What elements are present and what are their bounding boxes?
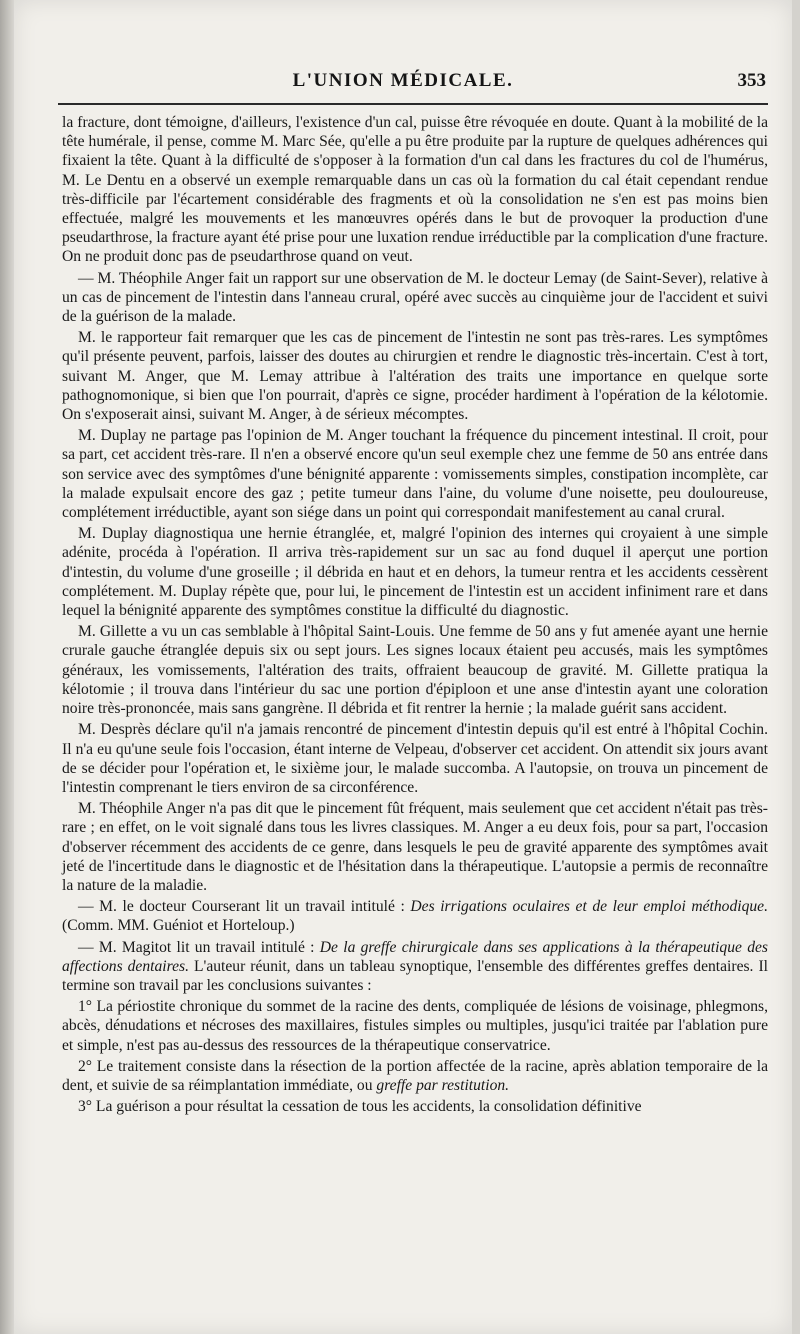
paragraph: M. Desprès déclare qu'il n'a jamais rencontré de pincement d'intestin depuis qu'il est entré à l'hôpital Cochin. Il n'a eu qu'une seule fois l'occasion, étant interne de Velpeau, d'observer cet accident. On attendit six jours avant de se décider pour l'opération et, le sixième jour, le malade succomba. A l'autopsie, on trouva un pincement de l'intestin comprenant le tiers environ de sa circonférence.	[62, 721, 768, 796]
scan-binding-edge	[0, 0, 14, 1334]
conclusion-1: 1° La périostite chronique du sommet de la racine des dents, compliquée de lésions de voisinage, phlegmons, abcès, dénudations et nécroses des maxillaires, fistules simples ou multiples, jusqu'ici traitée par l'ablation pure et simple, n'est pas au-dessus des ressources de la thérapeutique conservatrice.	[62, 998, 768, 1054]
courserant-lead: — M. le docteur Courserant lit un travail intitulé :	[78, 898, 411, 916]
magitot-title: De la greffe chirurgicale dans ses applications à la thérapeutique des affections dentaires.	[62, 938, 768, 975]
courserant-tail: (Comm. MM. Guéniot et Horteloup.)	[62, 917, 295, 935]
page-header	[14, 70, 792, 100]
paragraph: M. Duplay ne partage pas l'opinion de M. Anger touchant la fréquence du pincement intestinal. Il croit, pour sa part, cet accident très-rare. Il n'en a observé encore qu'un seul exemple chez une femme de 50 ans entrée dans son service avec des symptômes d'une bénignité apparente : vomissements simples, constipation incomplète, car la malade expulsait encore des gaz ; petite tumeur dans l'aine, du volume d'une noisette, peu douloureuse, complétement irréductible, ayant son siége dans un point qui correspondait manifestement au canal crural.	[62, 427, 768, 522]
running-title: L'UNION MÉDICALE.	[292, 70, 514, 91]
conclusion-2-emphasis: greffe par restitution.	[376, 1076, 510, 1094]
courserant-paragraph	[62, 897, 768, 935]
conclusion-2-text: 2° Le traitement consiste dans la résection de la portion affectée de la racine, après ablation temporaire de la dent, et suivie de sa réimplantation immédiate, ou	[62, 1057, 768, 1094]
conclusion-2	[62, 1057, 768, 1095]
header-rule	[58, 103, 768, 105]
paragraph: la fracture, dont témoigne, d'ailleurs, l'existence d'un cal, puisse être révoquée en doute. Quant à la mobilité de la tête humérale, il pense, comme M. Marc Sée, qu'elle a pu être produite par la rupture de quelques adhérences qui fixaient la tête. Quant à la difficulté de s'opposer à la formation d'un cal dans les fractures du col de l'humérus, M. Le Dentu en a observé un exemple remarquable dans un cas où la formation du cal était cependant rendue très-difficile par l'écartement considérable des fragments et où la consolidation ne s'en est pas moins bien effectuée, malgré les mouvements et les manœuvres opérés dans le but de provoquer la production d'une pseudarthrose, la fracture ayant été prise pour une luxation rendue irréductible par la complication d'une fracture. On ne produit donc pas de pseudarthrose quand on veut.	[62, 114, 768, 266]
magitot-lead: — M. Magitot lit un travail intitulé :	[78, 938, 320, 956]
magitot-paragraph	[62, 938, 768, 996]
conclusion-3: 3° La guérison a pour résultat la cessation de tous les accidents, la consolidation définitive	[78, 1098, 642, 1116]
paragraph: M. le rapporteur fait remarquer que les cas de pincement de l'intestin ne sont pas très-rares. Les symptômes qu'il présente peuvent, parfois, laisser des doutes au chirurgien et rendre le diagnostic très-incertain. C'est à tort, suivant M. Anger, que M. Lemay attribue à l'altération des traits une importance en quelque sorte pathognomonique, si bien que l'on pourrait, d'après ce signe, procéder hardiment à l'opération de la kélotomie. On s'exposerait ainsi, suivant M. Anger, à de sérieux mécomptes.	[62, 329, 768, 424]
magitot-tail: L'auteur réunit, dans un tableau synoptique, l'ensemble des différentes greffes dentaires. Il termine son travail par les conclusions suivantes :	[62, 957, 768, 994]
paragraph: M. Théophile Anger n'a pas dit que le pincement fût fréquent, mais seulement que cet accident n'était pas très-rare ; en effet, on le voit signalé dans tous les livres classiques. M. Anger a eu deux fois, pour sa part, l'occasion d'observer récemment des accidents de ce genre, dans lesquels le peu de gravité apparente des symptômes avait jeté de l'incertitude dans le diagnostic et de l'hésitation dans la thérapeutique. L'autopsie a permis de reconnaître la nature de la maladie.	[62, 800, 768, 894]
paragraph: — M. Théophile Anger fait un rapport sur une observation de M. le docteur Lemay (de Saint-Sever), relative à un cas de pincement de l'intestin dans l'anneau crural, opéré avec succès au cinquième jour de l'accident et suivi de la guérison de la malade.	[62, 269, 768, 326]
body-text	[62, 113, 768, 1118]
courserant-title: Des irrigations oculaires et de leur emploi méthodique.	[410, 898, 768, 916]
page-number: 353	[737, 70, 766, 91]
paragraph: M. Duplay diagnostiqua une hernie étranglée, et, malgré l'opinion des internes qui croyaient à une simple adénite, procéda à l'opération. Il arriva très-rapidement sur un sac au fond duquel il aperçut une portion d'intestin, du volume d'une groseille ; il débrida en haut et en dehors, la tumeur rentra et les accidents cessèrent complétement. M. Duplay répète que, pour lui, le pincement de l'intestin est un accident infiniment rare et dans lequel la bénignité apparente des symptômes constitue la difficulté du diagnostic.	[62, 525, 768, 620]
document-page	[14, 0, 792, 1334]
paragraph: M. Gillette a vu un cas semblable à l'hôpital Saint-Louis. Une femme de 50 ans y fut amenée ayant une hernie crurale gauche étranglée depuis six ou sept jours. Les signes locaux étaient peu accusés, mais les symptômes généraux, les vomissements, l'altération des traits, offraient beaucoup de gravité. M. Gillette pratiqua la kélotomie ; il trouva dans l'intérieur du sac une portion d'épiploon et une anse d'intestin ayant une coloration noire très-prononcée, mais sans gangrène. Il débrida et fit rentrer la hernie ; la malade guérit sans accident.	[62, 623, 768, 718]
